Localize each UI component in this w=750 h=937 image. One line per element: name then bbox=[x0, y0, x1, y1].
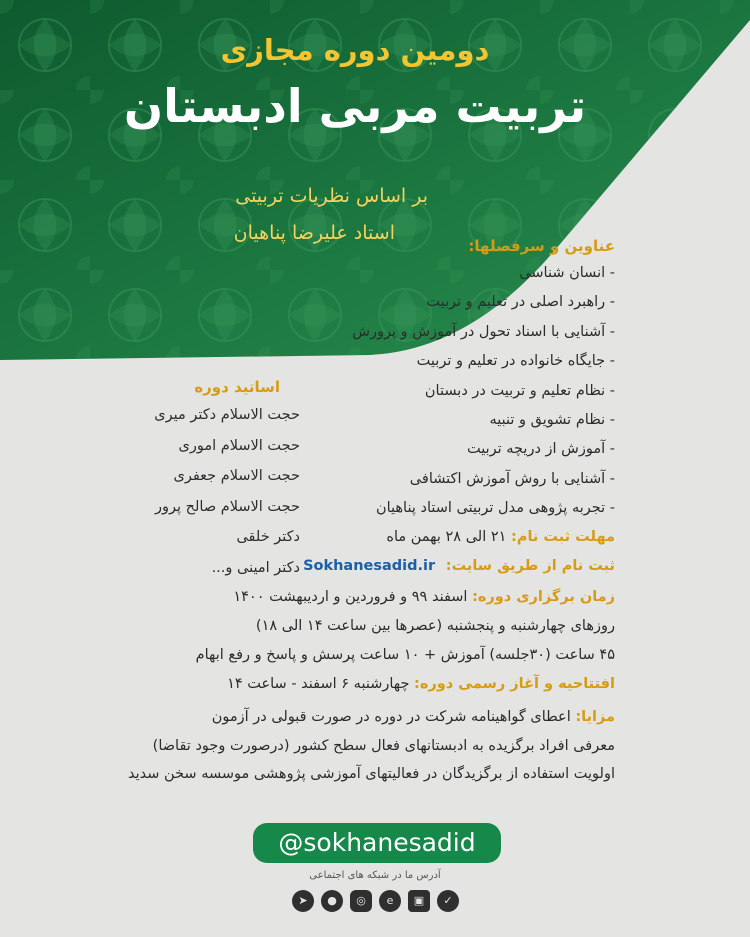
teacher-item: دکتر خلقی bbox=[236, 529, 300, 545]
topic-item: - نظام تشویق و تنبیه bbox=[489, 411, 615, 428]
topic-item: - آشنایی با اسناد تحول در آموزش و پرورش bbox=[352, 323, 615, 340]
opening-label: افتتاحیه و آغاز رسمی دوره: bbox=[414, 676, 615, 692]
topic-item: - آموزش از دریچه تربیت bbox=[466, 441, 615, 458]
topic-item: - جایگاه خانواده در تعلیم و تربیت bbox=[416, 353, 615, 370]
teacher-item: حجت الاسلام صالح پرور bbox=[154, 498, 300, 515]
schedule-label: زمان برگزاری دوره: bbox=[472, 589, 615, 605]
signup-line bbox=[135, 558, 615, 574]
teacher-item: حجت الاسلام اموری bbox=[178, 437, 300, 454]
subtitle: دومین دوره مجازی bbox=[220, 33, 490, 67]
basis-line: بر اساس نظریات تربیتی bbox=[235, 185, 428, 207]
topic-item: - نظام تعلیم و تربیت در دبستان bbox=[424, 382, 615, 399]
teacher-item: حجت الاسلام جعفری bbox=[173, 468, 300, 484]
header bbox=[120, 30, 590, 138]
check-badge-icon[interactable]: ✓ bbox=[437, 890, 459, 912]
topic-item: - راهبرد اصلی در تعلیم و تربیت bbox=[426, 294, 615, 311]
telegram-icon[interactable]: ➤ bbox=[292, 890, 314, 912]
social-icons bbox=[292, 890, 462, 914]
main-title: تربیت مربی ادبستان bbox=[123, 79, 587, 133]
deadline-value: ۲۱ الی ۲۸ بهمن ماه bbox=[386, 529, 507, 545]
benefit-item: معرفی افراد برگزیده به ادبستانهای فعال سطح کشور (درصورت وجود تقاضا) bbox=[152, 738, 615, 754]
teacher-line: استاد علیرضا پناهیان bbox=[233, 222, 395, 244]
social-caption: آدرس ما در شبکه های اجتماعی bbox=[309, 870, 441, 881]
instagram-icon[interactable]: ◎ bbox=[350, 890, 372, 912]
teacher-item: دکتر امینی و... bbox=[211, 559, 300, 576]
topics-heading: عناوین و سرفصلها: bbox=[468, 237, 615, 255]
benefit-item: اولویت استفاده از برگزیدگان در فعالیتهای آموزشی پژوهشی موسسه سخن سدید bbox=[128, 766, 615, 782]
teachers-heading: اساتید دوره bbox=[194, 378, 280, 396]
opening-line bbox=[135, 676, 615, 692]
topic-item: - آشنایی با روش آموزش اکتشافی bbox=[409, 470, 615, 487]
teacher-item: حجت الاسلام دکتر میری bbox=[154, 407, 300, 423]
social-handle-button[interactable]: @sokhanesadid bbox=[253, 823, 501, 863]
schedule-days: روزهای چهارشنبه و پنجشنبه (عصرها بین ساعت ۱۴ الی ۱۸) bbox=[255, 618, 615, 634]
eitaa-icon[interactable]: e bbox=[379, 890, 401, 912]
benefit-line-1 bbox=[135, 709, 615, 725]
opening-value: چهارشنبه ۶ اسفند - ساعت ۱۴ bbox=[227, 676, 410, 692]
topic-item: - تجربه پژوهی مدل تربیتی استاد پناهیان bbox=[375, 500, 615, 517]
benefit-item: اعطای گواهینامه شرکت در دوره در صورت قبولی در آزمون bbox=[211, 709, 571, 725]
website-link[interactable]: Sokhanesadid.ir bbox=[303, 558, 436, 574]
schedule-hours: ۴۵ ساعت (۳۰جلسه) آموزش + ۱۰ ساعت پرسش و پاسخ و رفع ابهام bbox=[195, 647, 615, 663]
schedule-value: اسفند ۹۹ و فروردین و اردیبهشت ۱۴۰۰ bbox=[233, 589, 468, 605]
package-icon[interactable]: ▣ bbox=[408, 890, 430, 912]
deadline-line bbox=[135, 529, 615, 545]
deadline-label: مهلت ثبت نام: bbox=[511, 529, 615, 545]
signup-label: ثبت نام از طریق سایت: bbox=[445, 558, 615, 574]
teachers-section bbox=[130, 374, 300, 583]
schedule-line bbox=[135, 589, 615, 605]
balloon-icon[interactable]: ● bbox=[321, 890, 343, 912]
benefits-label: مزایا: bbox=[575, 709, 615, 725]
topic-item: - انسان شناسی bbox=[519, 265, 615, 281]
